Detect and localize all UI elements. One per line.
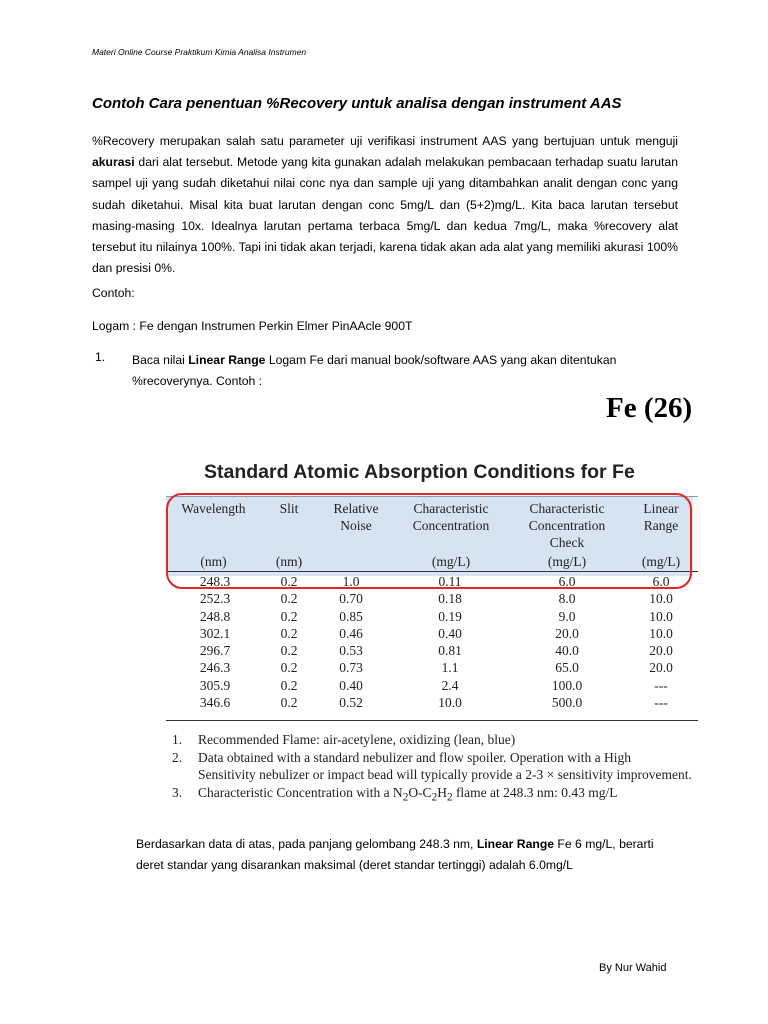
cell-char-check: 500.0: [551, 695, 583, 711]
unit-linear-range: (mg/L): [641, 554, 681, 569]
cell-char-conc: 0.81: [438, 643, 462, 659]
cell-slit: 0.2: [280, 574, 298, 589]
unit-characteristic-concentration-check: (mg/L): [547, 554, 587, 569]
cell-slit: 0.2: [280, 660, 298, 676]
cell-slit: 0.2: [280, 643, 298, 659]
note-3-text: Characteristic Concentration with a $N_2O-C_2H_2$ flame at 248.3 nm: 0.43 mg/L: [198, 784, 618, 804]
cell-noise: 0.85: [339, 608, 363, 624]
cell-noise: 0.70: [339, 591, 363, 607]
cell-wavelength: 346.6: [199, 695, 231, 711]
cell-noise: 0.46: [339, 625, 363, 641]
step-bold-linear-range: Linear Range: [188, 353, 266, 367]
cell-char-conc: 0.11: [438, 574, 462, 589]
cell-slit: 0.2: [280, 695, 298, 711]
conclusion-paragraph: [136, 834, 681, 876]
cell-linear-range: ---: [654, 677, 668, 693]
column-slit: [265, 573, 313, 711]
table-title: Standard Atomic Absorption Conditions for Fe: [204, 461, 635, 483]
cell-noise: 0.40: [339, 677, 363, 693]
cell-char-conc: 10.0: [438, 695, 462, 711]
cell-linear-range: 10.0: [649, 625, 673, 641]
note-2-text: Data obtained with a standard nebulizer and flow spoiler. Operation with a High Sensitivity nebulizer or impact bead will typically provide a 2-3 × sensitivity improvement.: [198, 749, 692, 782]
cell-char-check: 40.0: [555, 643, 579, 659]
cell-wavelength: 246.3: [199, 660, 231, 676]
note-2: 2. Data obtained with a standard nebulizer and flow spoiler. Operation with a High Sensitivity nebulizer or impact bead will typically provide a 2-3 × sensitivity improvement.: [172, 749, 692, 782]
header-wavelength: Wavelength: [181, 501, 246, 516]
cell-char-check: 9.0: [558, 608, 576, 624]
highlight-box: [166, 493, 692, 589]
cell-noise: 0.52: [339, 695, 363, 711]
cell-linear-range: 20.0: [649, 660, 673, 676]
cell-char-check: 20.0: [555, 625, 579, 641]
intro-text-2: dari alat tersebut. Metode yang kita gunakan adalah melakukan pembacaan terhadap suatu larutan sampel uji yang sudah diketahui nilai conc nya dan sample uji yang ditambahkan analit dengan conc yang sudah diketahui. Misal kita buat larutan dengan conc 5mg/L dan (5+2)mg/L. Kita baca larutan tersebut masing-masing 10x. Idealnya larutan pertama terbaca 5mg/L dan kedua 7mg/L, maka %recovery alat tersebut itu nilainya 100%. Tapi ini tidak akan terjadi, karena tidak akan ada alat yang memiliki akurasi 100% dan presisi 0%.: [92, 155, 678, 276]
cell-char-check: 65.0: [555, 660, 579, 676]
conclusion-bold-linear-range: Linear Range: [476, 837, 555, 851]
cell-wavelength: 305.9: [199, 677, 231, 693]
column-relative-noise: [323, 573, 379, 711]
header-slit: Slit: [279, 501, 299, 516]
cell-char-check: 100.0: [551, 677, 583, 693]
header-relative-noise: Relative Noise: [333, 501, 379, 533]
cell-wavelength: 252.3: [199, 591, 231, 607]
step-number: 1.: [95, 350, 106, 364]
step-text: [132, 350, 672, 392]
cell-wavelength: 296.7: [199, 643, 231, 659]
table-notes: [172, 731, 692, 807]
element-label: Fe (26): [606, 392, 693, 424]
cell-noise: 0.73: [339, 660, 363, 676]
cell-wavelength: 302.1: [199, 625, 231, 641]
cell-linear-range: ---: [654, 695, 668, 711]
column-linear-range: [632, 573, 690, 711]
table-bottom-rule: [166, 720, 698, 721]
cell-char-conc: 2.4: [441, 677, 459, 693]
cell-char-conc: 0.40: [438, 625, 462, 641]
cell-wavelength: 248.8: [199, 608, 231, 624]
note-1: 1. Recommended Flame: air-acetylene, oxidizing (lean, blue): [172, 732, 516, 747]
cell-noise: 1.0: [342, 574, 360, 589]
unit-characteristic-concentration: (mg/L): [431, 554, 471, 569]
step-text-1: Baca nilai: [132, 353, 189, 367]
step-text-2: Logam Fe dari manual book/software AAS yang akan ditentukan %recoverynya. Contoh :: [132, 353, 617, 388]
column-wavelength: [175, 573, 255, 711]
unit-slit: (nm): [275, 554, 303, 569]
header-characteristic-concentration: Characteristic Concentration: [412, 501, 490, 533]
contoh-label: Contoh:: [92, 286, 135, 300]
conclusion-text-2: Fe 6 mg/L, berarti deret standar yang disarankan maksimal (deret standar tertinggi) adalah 6.0mg/L: [136, 837, 654, 872]
column-characteristic-concentration-check: [522, 573, 612, 711]
conclusion-text-1: Berdasarkan data di atas, pada panjang gelombang 248.3 nm,: [136, 837, 477, 851]
cell-linear-range: 6.0: [652, 574, 670, 589]
intro-text-1: %Recovery merupakan salah satu parameter uji verifikasi instrument AAS yang bertujuan untuk menguji: [92, 134, 678, 148]
cell-char-conc: 0.18: [438, 591, 462, 607]
cell-linear-range: 10.0: [649, 591, 673, 607]
header-linear-range: Linear Range: [643, 501, 679, 533]
cell-char-conc: 1.1: [441, 660, 459, 676]
footer-author: By Nur Wahid: [599, 962, 667, 974]
intro-bold-akurasi: akurasi: [92, 155, 135, 170]
course-header-note: Materi Online Course Praktikum Kimia Analisa Instrumen: [92, 47, 307, 57]
cell-slit: 0.2: [280, 608, 298, 624]
cell-linear-range: 10.0: [649, 608, 673, 624]
header-characteristic-concentration-check: Characteristic Concentration Check: [528, 501, 606, 550]
cell-noise: 0.53: [339, 643, 363, 659]
note-1-text: Recommended Flame: air-acetylene, oxidizing (lean, blue): [198, 732, 516, 747]
cell-char-check: 6.0: [558, 574, 576, 589]
cell-slit: 0.2: [280, 625, 298, 641]
unit-wavelength: (nm): [200, 554, 227, 569]
cell-char-check: 8.0: [558, 591, 576, 607]
cell-slit: 0.2: [280, 591, 298, 607]
cell-wavelength: 248.3: [199, 574, 231, 589]
cell-slit: 0.2: [280, 677, 298, 693]
note-3: 3. Characteristic Concentration with a $N_2O-C_2H_2$ flame at 248.3 nm: 0.43 mg/L: [172, 784, 618, 804]
column-characteristic-concentration: [410, 573, 490, 711]
intro-paragraph: [92, 131, 678, 279]
cell-char-conc: 0.19: [438, 608, 462, 624]
cell-linear-range: 20.0: [649, 643, 673, 659]
document-title: Contoh Cara penentuan %Recovery untuk analisa dengan instrument AAS: [92, 95, 622, 112]
logam-line: Logam : Fe dengan Instrumen Perkin Elmer PinAAcle 900T: [92, 319, 413, 333]
